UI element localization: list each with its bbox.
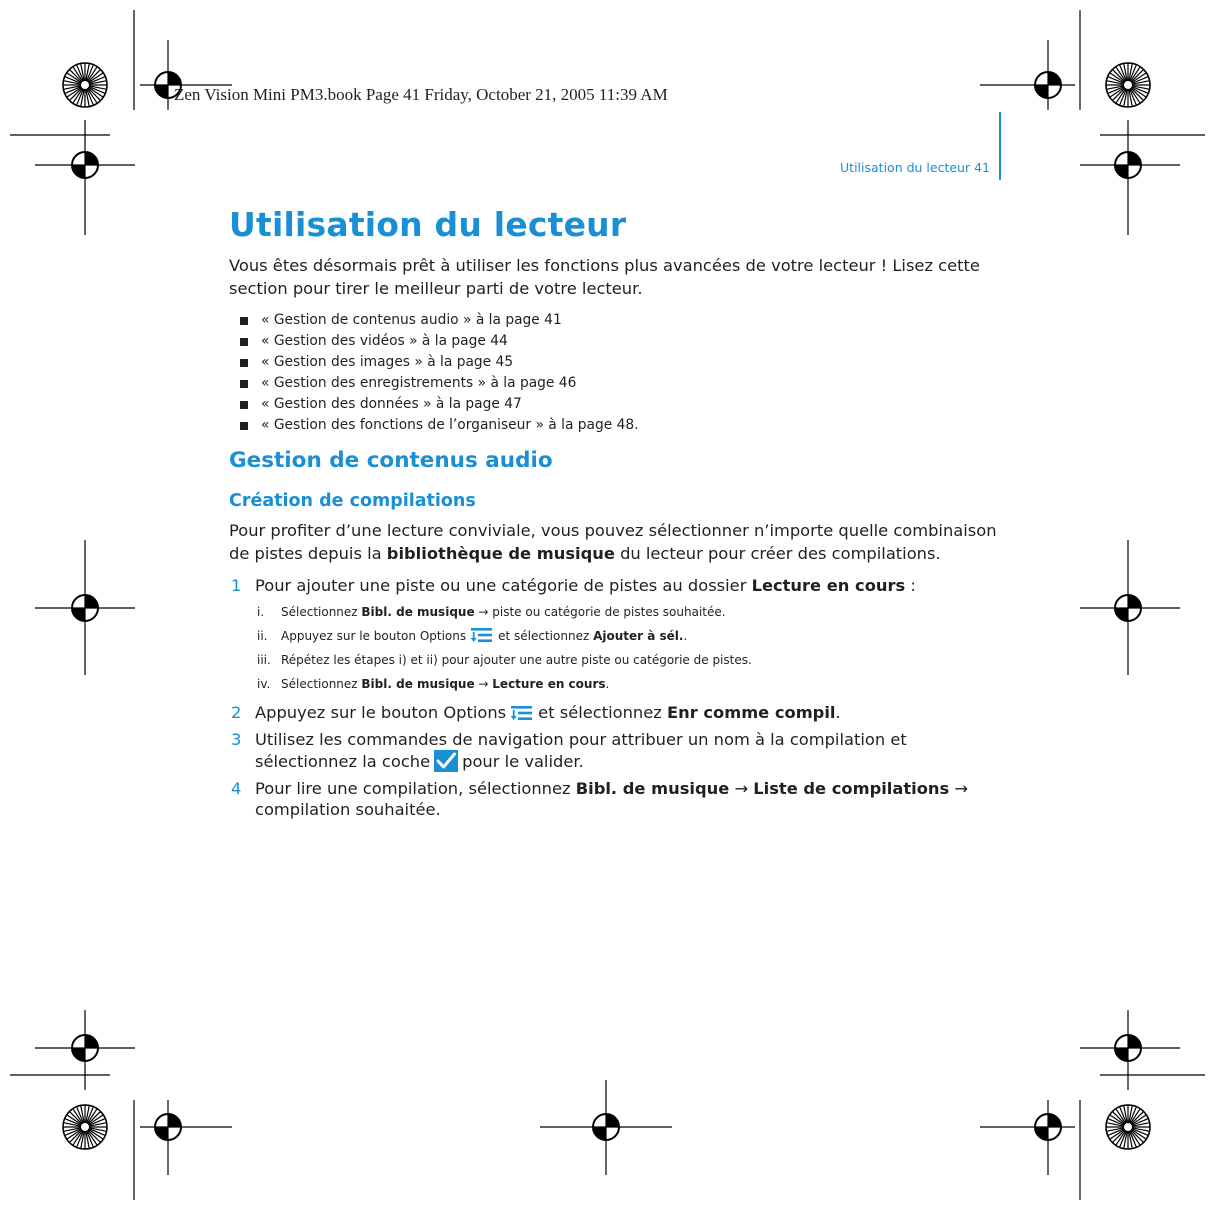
bullet-square-icon (240, 380, 248, 388)
bullet-square-icon (240, 422, 248, 430)
substeps-list (255, 600, 1009, 696)
bullet-square-icon (240, 338, 248, 346)
step-number: 2 (231, 703, 242, 722)
checkmark-icon (434, 750, 458, 772)
page-content (229, 205, 1009, 826)
toc-item[interactable]: « Gestion des images » à la page 45 (240, 352, 1009, 373)
toc-item[interactable]: « Gestion des enregistrements » à la page 46 (240, 373, 1009, 394)
substep-i: i. Sélectionnez Bibl. de musique → piste ou catégorie de pistes souhaitée. (257, 605, 726, 619)
options-menu-icon (510, 705, 534, 721)
substep-iv: iv. Sélectionnez Bibl. de musique → Lecture en cours. (257, 677, 610, 691)
step-2: 2 Appuyez sur le bouton Options et sélectionnez Enr comme compil. (231, 703, 841, 722)
slug-line: Zen Vision Mini PM3.book Page 41 Friday, October 21, 2005 11:39 AM (174, 85, 668, 104)
toc-list (229, 310, 1009, 436)
step-number: 3 (231, 730, 242, 749)
step-4: 4 Pour lire une compilation, sélectionnez Bibl. de musique → Liste de compilations → compilation souhaitée. (231, 779, 969, 819)
bullet-square-icon (240, 317, 248, 325)
section-heading: Gestion de contenus audio (229, 448, 553, 473)
options-menu-icon (470, 627, 494, 643)
steps-list (229, 575, 1009, 820)
toc-item[interactable]: « Gestion des vidéos » à la page 44 (240, 331, 1009, 352)
subsection-heading: Création de compilations (229, 491, 476, 511)
step-3: 3 Utilisez les commandes de navigation pour attribuer un nom à la compilation et sélectionnez la coche pour le valider. (231, 730, 907, 771)
body-paragraph: Pour profiter d’une lecture conviviale, vous pouvez sélectionner n’importe quelle combinaison de pistes depuis la bibliothèque de musique du lecteur pour créer des compilations. (229, 521, 997, 563)
toc-item[interactable]: « Gestion de contenus audio » à la page 41 (240, 310, 1009, 331)
step-1: 1 Pour ajouter une piste ou une catégorie de pistes au dossier Lecture en cours : i. Sélectionnez Bibl. de musique → piste ou catégorie de pistes souhaitée. ii. Appuyez sur le bouton Options et sélectionnez Ajouter à sél.. iii. Répétez les étapes i) et ii) pour ajouter une autre piste ou catégorie de pistes. iv. Sélectionnez Bibl. de musique → Lecture en cours. (229, 575, 1009, 696)
intro-paragraph: Vous êtes désormais prêt à utiliser les fonctions plus avancées de votre lecteur ! Lisez cette section pour tirer le meilleur parti de votre lecteur. (229, 256, 980, 298)
running-head: Utilisation du lecteur 41 (840, 160, 990, 175)
bullet-square-icon (240, 401, 248, 409)
step-number: 1 (231, 576, 242, 595)
page-title: Utilisation du lecteur (229, 205, 627, 244)
toc-item[interactable]: « Gestion des données » à la page 47 (240, 394, 1009, 415)
step-number: 4 (231, 779, 242, 798)
substep-ii: ii. Appuyez sur le bouton Options et sélectionnez Ajouter à sél.. (257, 629, 688, 643)
running-head-rule (999, 112, 1001, 180)
substep-iii: iii. Répétez les étapes i) et ii) pour ajouter une autre piste ou catégorie de pistes. (257, 653, 752, 667)
toc-item[interactable]: « Gestion des fonctions de l’organiseur » à la page 48. (240, 415, 1009, 436)
bullet-square-icon (240, 359, 248, 367)
